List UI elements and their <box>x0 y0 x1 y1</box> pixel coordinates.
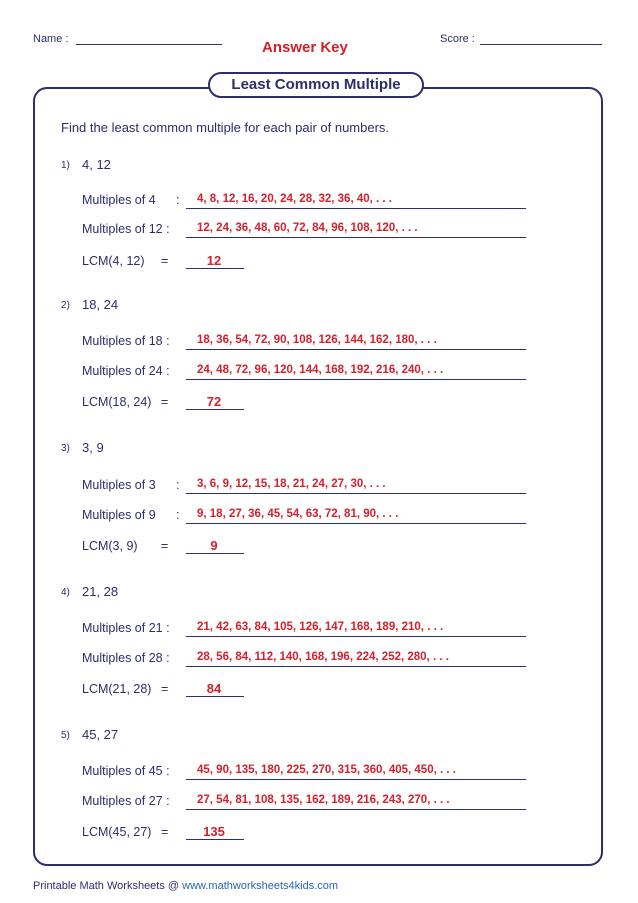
multiples-b-label: Multiples of 9 <box>82 508 156 522</box>
multiples-b-answer: 28, 56, 84, 112, 140, 168, 196, 224, 252, 280, . . . <box>197 651 449 663</box>
multiples-a-line <box>186 493 526 494</box>
problem-number: 3) <box>61 443 70 454</box>
multiples-a-line <box>186 779 526 780</box>
multiples-a-label: Multiples of 3 <box>82 478 156 492</box>
multiples-b-line <box>186 379 526 380</box>
multiples-a-answer: 21, 42, 63, 84, 105, 126, 147, 168, 189, 210, . . . <box>197 621 444 633</box>
score-line <box>480 44 602 45</box>
multiples-a-label: Multiples of 18 : <box>82 334 170 348</box>
lcm-line <box>186 696 244 697</box>
multiples-a-label: Multiples of 4 <box>82 193 156 207</box>
multiples-b-answer: 27, 54, 81, 108, 135, 162, 189, 216, 243, 270, . . . <box>197 794 450 806</box>
multiples-a-answer: 18, 36, 54, 72, 90, 108, 126, 144, 162, 180, . . . <box>197 334 437 346</box>
multiples-b-label: Multiples of 12 : <box>82 222 170 236</box>
colon: : <box>176 478 180 492</box>
multiples-a-answer: 45, 90, 135, 180, 225, 270, 315, 360, 405, 450, . . . <box>197 764 456 776</box>
lcm-answer: 135 <box>203 824 225 839</box>
lcm-line <box>186 268 244 269</box>
colon: : <box>176 508 180 522</box>
lcm-label: LCM(45, 27) <box>82 825 152 839</box>
multiples-b-answer: 12, 24, 36, 48, 60, 72, 84, 96, 108, 120, . . . <box>197 222 418 234</box>
problem-number: 5) <box>61 730 70 741</box>
lcm-answer: 72 <box>206 394 222 409</box>
lcm-line <box>186 409 244 410</box>
colon: : <box>176 193 180 207</box>
multiples-a-answer: 4, 8, 12, 16, 20, 24, 28, 32, 36, 40, . . . <box>197 193 393 205</box>
equals-sign: = <box>161 254 169 268</box>
multiples-a-line <box>186 208 526 209</box>
equals-sign: = <box>161 825 169 839</box>
multiples-b-line <box>186 523 526 524</box>
footer-prefix: Printable Math Worksheets @ <box>33 880 183 892</box>
score-label: Score : <box>440 33 475 45</box>
problem-number: 4) <box>61 587 70 598</box>
multiples-b-answer: 24, 48, 72, 96, 120, 144, 168, 192, 216, 240, . . . <box>197 364 444 376</box>
number-pair: 18, 24 <box>82 297 119 312</box>
answer-key-label: Answer Key <box>262 39 348 56</box>
name-line <box>76 44 222 45</box>
number-pair: 21, 28 <box>82 584 119 599</box>
equals-sign: = <box>161 682 169 696</box>
problem-number: 1) <box>61 160 70 171</box>
multiples-a-line <box>186 636 526 637</box>
footer <box>33 880 338 892</box>
lcm-label: LCM(3, 9) <box>82 539 138 553</box>
multiples-a-line <box>186 349 526 350</box>
footer-url-link[interactable]: www.mathworksheets4kids.com <box>182 880 339 892</box>
multiples-b-line <box>186 237 526 238</box>
multiples-a-answer: 3, 6, 9, 12, 15, 18, 21, 24, 27, 30, . . . <box>197 478 386 490</box>
lcm-label: LCM(18, 24) <box>82 395 152 409</box>
multiples-b-line <box>186 809 526 810</box>
number-pair: 3, 9 <box>82 440 104 455</box>
name-label: Name : <box>33 33 69 45</box>
multiples-b-answer: 9, 18, 27, 36, 45, 54, 63, 72, 81, 90, . . . <box>197 508 399 520</box>
number-pair: 4, 12 <box>82 157 111 172</box>
multiples-b-label: Multiples of 24 : <box>82 364 170 378</box>
lcm-answer: 9 <box>210 538 218 553</box>
instruction-text: Find the least common multiple for each pair of numbers. <box>61 120 390 135</box>
lcm-answer: 12 <box>206 253 222 268</box>
lcm-label: LCM(21, 28) <box>82 682 152 696</box>
equals-sign: = <box>161 395 169 409</box>
lcm-line <box>186 553 244 554</box>
equals-sign: = <box>161 539 169 553</box>
lcm-label: LCM(4, 12) <box>82 254 145 268</box>
worksheet-title: Least Common Multiple <box>208 72 424 98</box>
multiples-a-label: Multiples of 45 : <box>82 764 170 778</box>
lcm-answer: 84 <box>206 681 222 696</box>
multiples-b-label: Multiples of 28 : <box>82 651 170 665</box>
multiples-b-line <box>186 666 526 667</box>
problem-number: 2) <box>61 300 70 311</box>
multiples-b-label: Multiples of 27 : <box>82 794 170 808</box>
lcm-line <box>186 839 244 840</box>
number-pair: 45, 27 <box>82 727 119 742</box>
multiples-a-label: Multiples of 21 : <box>82 621 170 635</box>
